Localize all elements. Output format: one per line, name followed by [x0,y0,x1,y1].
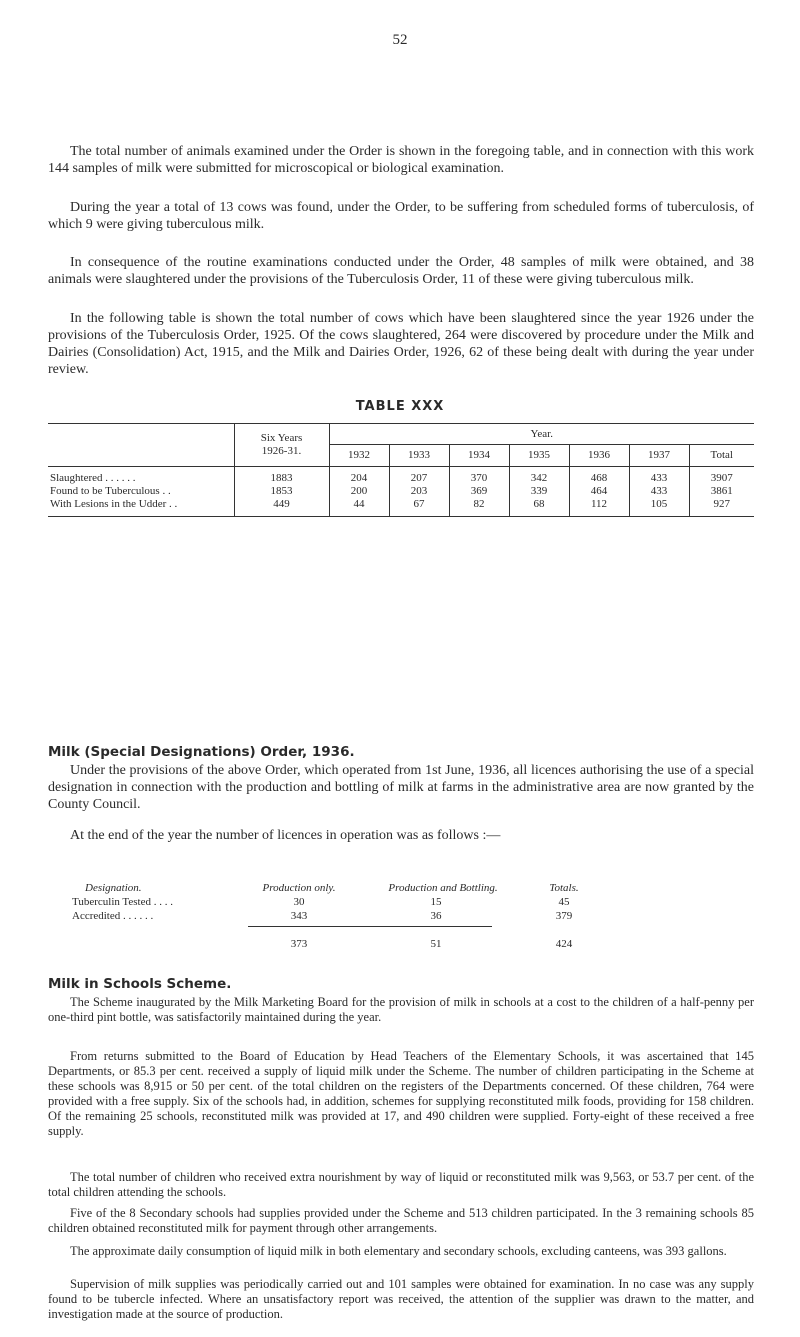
cell: 424 [555,938,573,950]
cell: 3907 [689,467,754,486]
header-bottling: Production and Bottling. [388,882,498,894]
paragraph-animals-examined: The total number of animals examined under the Order is shown in the foregoing table, and in connection with this work 144 samples of milk were submitted for microscopical or biological examination. [48,144,754,176]
year-header: Year. [329,424,754,445]
cell: 44 [329,498,389,517]
header-totals: Totals. [549,882,579,894]
year-1932: 1932 [329,445,389,467]
licences-totals-row [72,937,752,951]
row-label-tuberculous: Found to be Tuberculous . . [50,485,171,497]
cell: 373 [290,938,308,950]
cell: 339 [509,485,569,498]
six-years-header: Six Years [260,432,303,444]
cell: 433 [629,467,689,486]
heading-milk-in-schools: Milk in Schools Scheme. [48,976,232,992]
cell: 1883 [234,467,329,486]
header-designation: Designation. [85,882,142,894]
cell: 369 [449,485,509,498]
paragraph-secondary-schools: Five of the 8 Secondary schools had supplies provided under the Scheme and 513 children participated. In the 3 remaining schools 85 children obtained reconstituted milk for payment through other arrangements. [48,1206,754,1235]
totals-rule [248,926,492,927]
cell: 3861 [689,485,754,498]
table-row [48,498,754,517]
cell: 468 [569,467,629,486]
cell: 82 [449,498,509,517]
page-overflow-guard [0,1320,800,1337]
cell: 15 [430,896,442,908]
paragraph-supervision: Supervision of milk supplies was periodically carried out and 101 samples were obtained for examination. In no case was any supply found to be tubercle infected. Where an unsatisfactory report was received, the attention of the supplier was drawn to the matter, and investigation made at the source of production. [48,1277,754,1321]
year-1936: 1936 [569,445,629,467]
cell: 1853 [234,485,329,498]
cell: 433 [629,485,689,498]
six-years-range: 1926-31. [261,445,302,457]
year-1934: 1934 [449,445,509,467]
paragraph-special-designations: Under the provisions of the above Order, which operated from 1st June, 1936, all licences authorising the use of a special designation in connection with the production and bottling of milk at farms in the administrative area are now granted by the County Council. [48,763,754,812]
header-production: Production only. [262,882,336,894]
licences-table [72,881,752,951]
cell: 449 [234,498,329,517]
table-row [48,467,754,486]
paragraph-scheme: The Scheme inaugurated by the Milk Marketing Board for the provision of milk in schools at a cost to the children of a half-penny per one-third pint bottle, was satisfactorily maintained during the year. [48,995,754,1024]
cell: 67 [389,498,449,517]
table-row [72,909,752,923]
cell: 464 [569,485,629,498]
paragraph-returns: From returns submitted to the Board of Education by Head Teachers of the Elementary Schools, it was ascertained that 145 Departments, or 85.3 per cent. received a supply of liquid milk under the Scheme. The number of children participating in the Scheme at these schools was 8,915 or 50 per cent. of the total children on the registers of the Departments concerned. Of these children, 764 were provided with a free supply. Six of the schools had, in addition, schemes for supplying reconstituted milk foods, providing for 158 children. Of the remaining 25 schools, reconstituted milk was provided at 17, and 490 children were supplied. Forty-eight of these received a free supply. [48,1049,754,1138]
licence-name: Tuberculin Tested . . . . [72,896,173,908]
cell: 30 [293,896,305,908]
table-row [48,485,754,498]
cell: 112 [569,498,629,517]
paragraph-following-table: In the following table is shown the total number of cows which have been slaughtered since the year 1926 under the provisions of the Tuberculosis Order, 1925. Of the cows slaughtered, 264 were discovered by procedure under the Milk and Dairies (Consolidation) Act, 1915, and the Milk and Dairies Order, 1926, 62 of these being dealt with during the year under review. [48,311,754,377]
table-xxx [48,423,754,517]
row-label-slaughtered: Slaughtered . . . . . . [48,467,234,486]
paragraph-total-children: The total number of children who received extra nourishment by way of liquid or reconstituted milk was 9,563, or 53.7 per cent. of the total children attending the schools. [48,1170,754,1199]
cell: 51 [430,938,442,950]
paragraph-daily-consumption: The approximate daily consumption of liquid milk in both elementary and secondary schools, excluding canteens, was 393 gallons. [70,1244,727,1258]
cell: 207 [389,467,449,486]
cell: 200 [329,485,389,498]
total-header: Total [689,445,754,467]
year-1935: 1935 [509,445,569,467]
cell: 105 [629,498,689,517]
paragraph-routine-examinations: In consequence of the routine examinations conducted under the Order, 48 samples of milk were obtained, and 38 animals were slaughtered under the provisions of the Tuberculosis Order, 11 of these were giving tuberculous milk. [48,255,754,287]
table-row [72,895,752,909]
paragraph-licences-intro: At the end of the year the number of licences in operation was as follows :— [70,828,501,843]
heading-special-designations: Milk (Special Designations) Order, 1936. [48,744,355,760]
licences-header-row [72,881,752,895]
year-1937: 1937 [629,445,689,467]
cell: 36 [430,910,442,922]
cell: 203 [389,485,449,498]
page-number: 52 [392,32,408,48]
row-label-udder: With Lesions in the Udder . . [48,498,234,517]
cell: 68 [509,498,569,517]
year-1933: 1933 [389,445,449,467]
paragraph-cows-found: During the year a total of 13 cows was found, under the Order, to be suffering from scheduled forms of tuberculosis, of which 9 were giving tuberculous milk. [48,200,754,232]
cell: 379 [555,910,573,922]
cell: 343 [290,910,308,922]
cell: 45 [558,896,570,908]
licence-name: Accredited . . . . . . [72,910,154,922]
cell: 370 [449,467,509,486]
cell: 204 [329,467,389,486]
cell: 927 [689,498,754,517]
cell: 342 [509,467,569,486]
table-title: TABLE XXX [355,399,445,414]
